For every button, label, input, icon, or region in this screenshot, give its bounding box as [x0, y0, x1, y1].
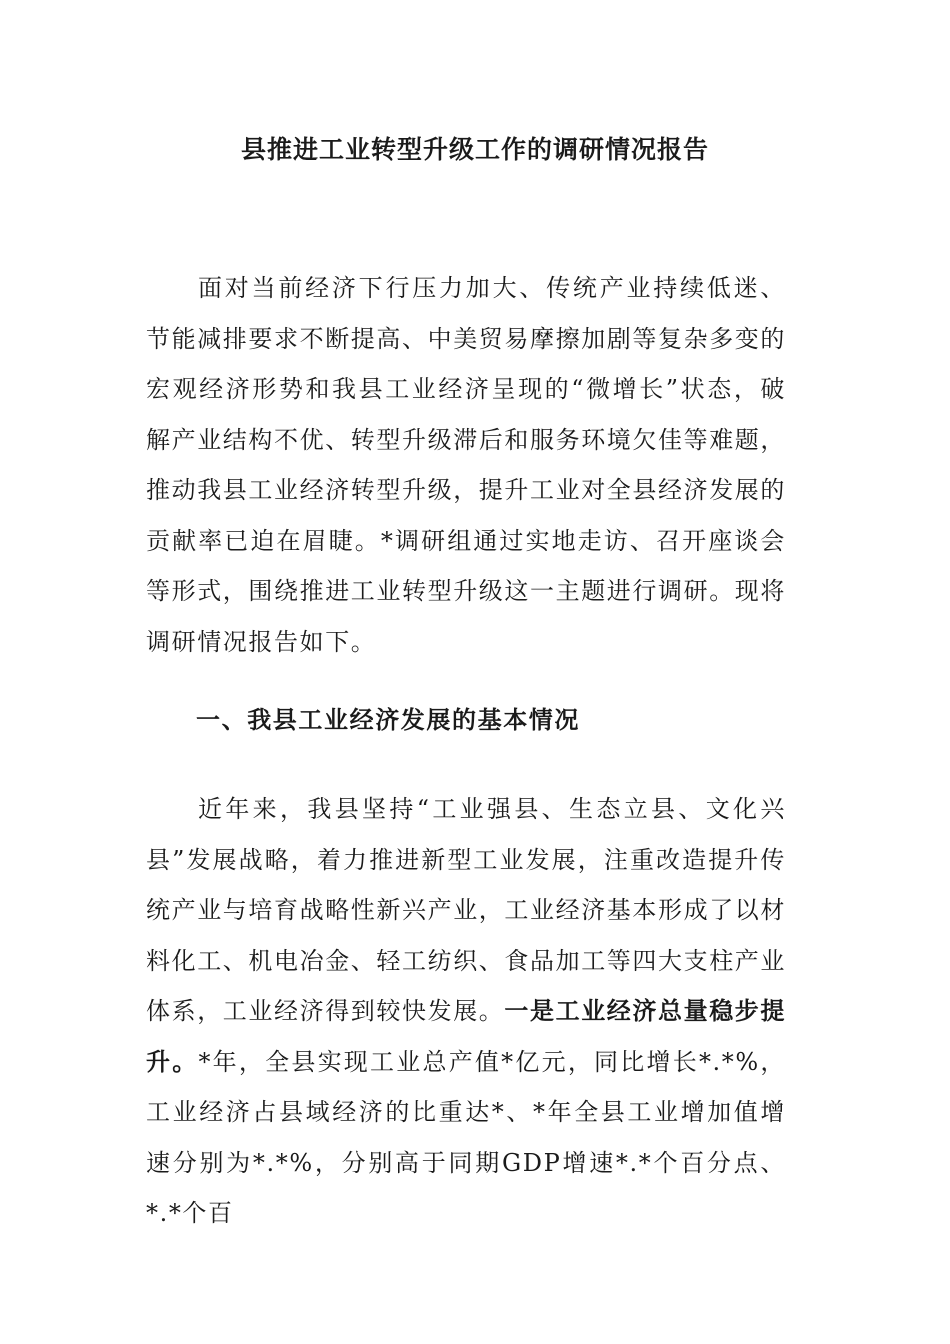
- section-one-heading: 一、我县工业经济发展的基本情况: [196, 705, 580, 734]
- section-one-paragraph: [146, 784, 786, 1239]
- section-one-paragraph-lead: 近年来，我县坚持“工业强县、生态立县、文化兴县”发展战略，着力推进新型工业发展，注重改造提升传统产业与培育战略性新兴产业，工业经济基本形成了以材料化工、机电冶金、轻工纺织、食品加工等四大支柱产业体系，工业经济得到较快发展。: [146, 795, 786, 1025]
- document-title: 县推进工业转型升级工作的调研情况报告: [240, 135, 709, 164]
- section-one-paragraph-tail: *年，全县实现工业总产值*亿元，同比增长*.*%，工业经济占县域经济的比重达*、*年全县工业增加值增速分别为*.*%，分别高于同期GDP增速*.*个百分点、*.*个百: [146, 1047, 786, 1227]
- intro-paragraph: 面对当前经济下行压力加大、传统产业持续低迷、节能减排要求不断提高、中美贸易摩擦加剧等复杂多变的宏观经济形势和我县工业经济呈现的“微增长”状态，破解产业结构不优、转型升级滞后和服务环境欠佳等难题，推动我县工业经济转型升级，提升工业对全县经济发展的贡献率已迫在眉睫。*调研组通过实地走访、召开座谈会等形式，围绕推进工业转型升级这一主题进行调研。现将调研情况报告如下。: [146, 274, 786, 656]
- section-one-bold-point: 一是工业经济总量稳步提升。: [146, 996, 787, 1076]
